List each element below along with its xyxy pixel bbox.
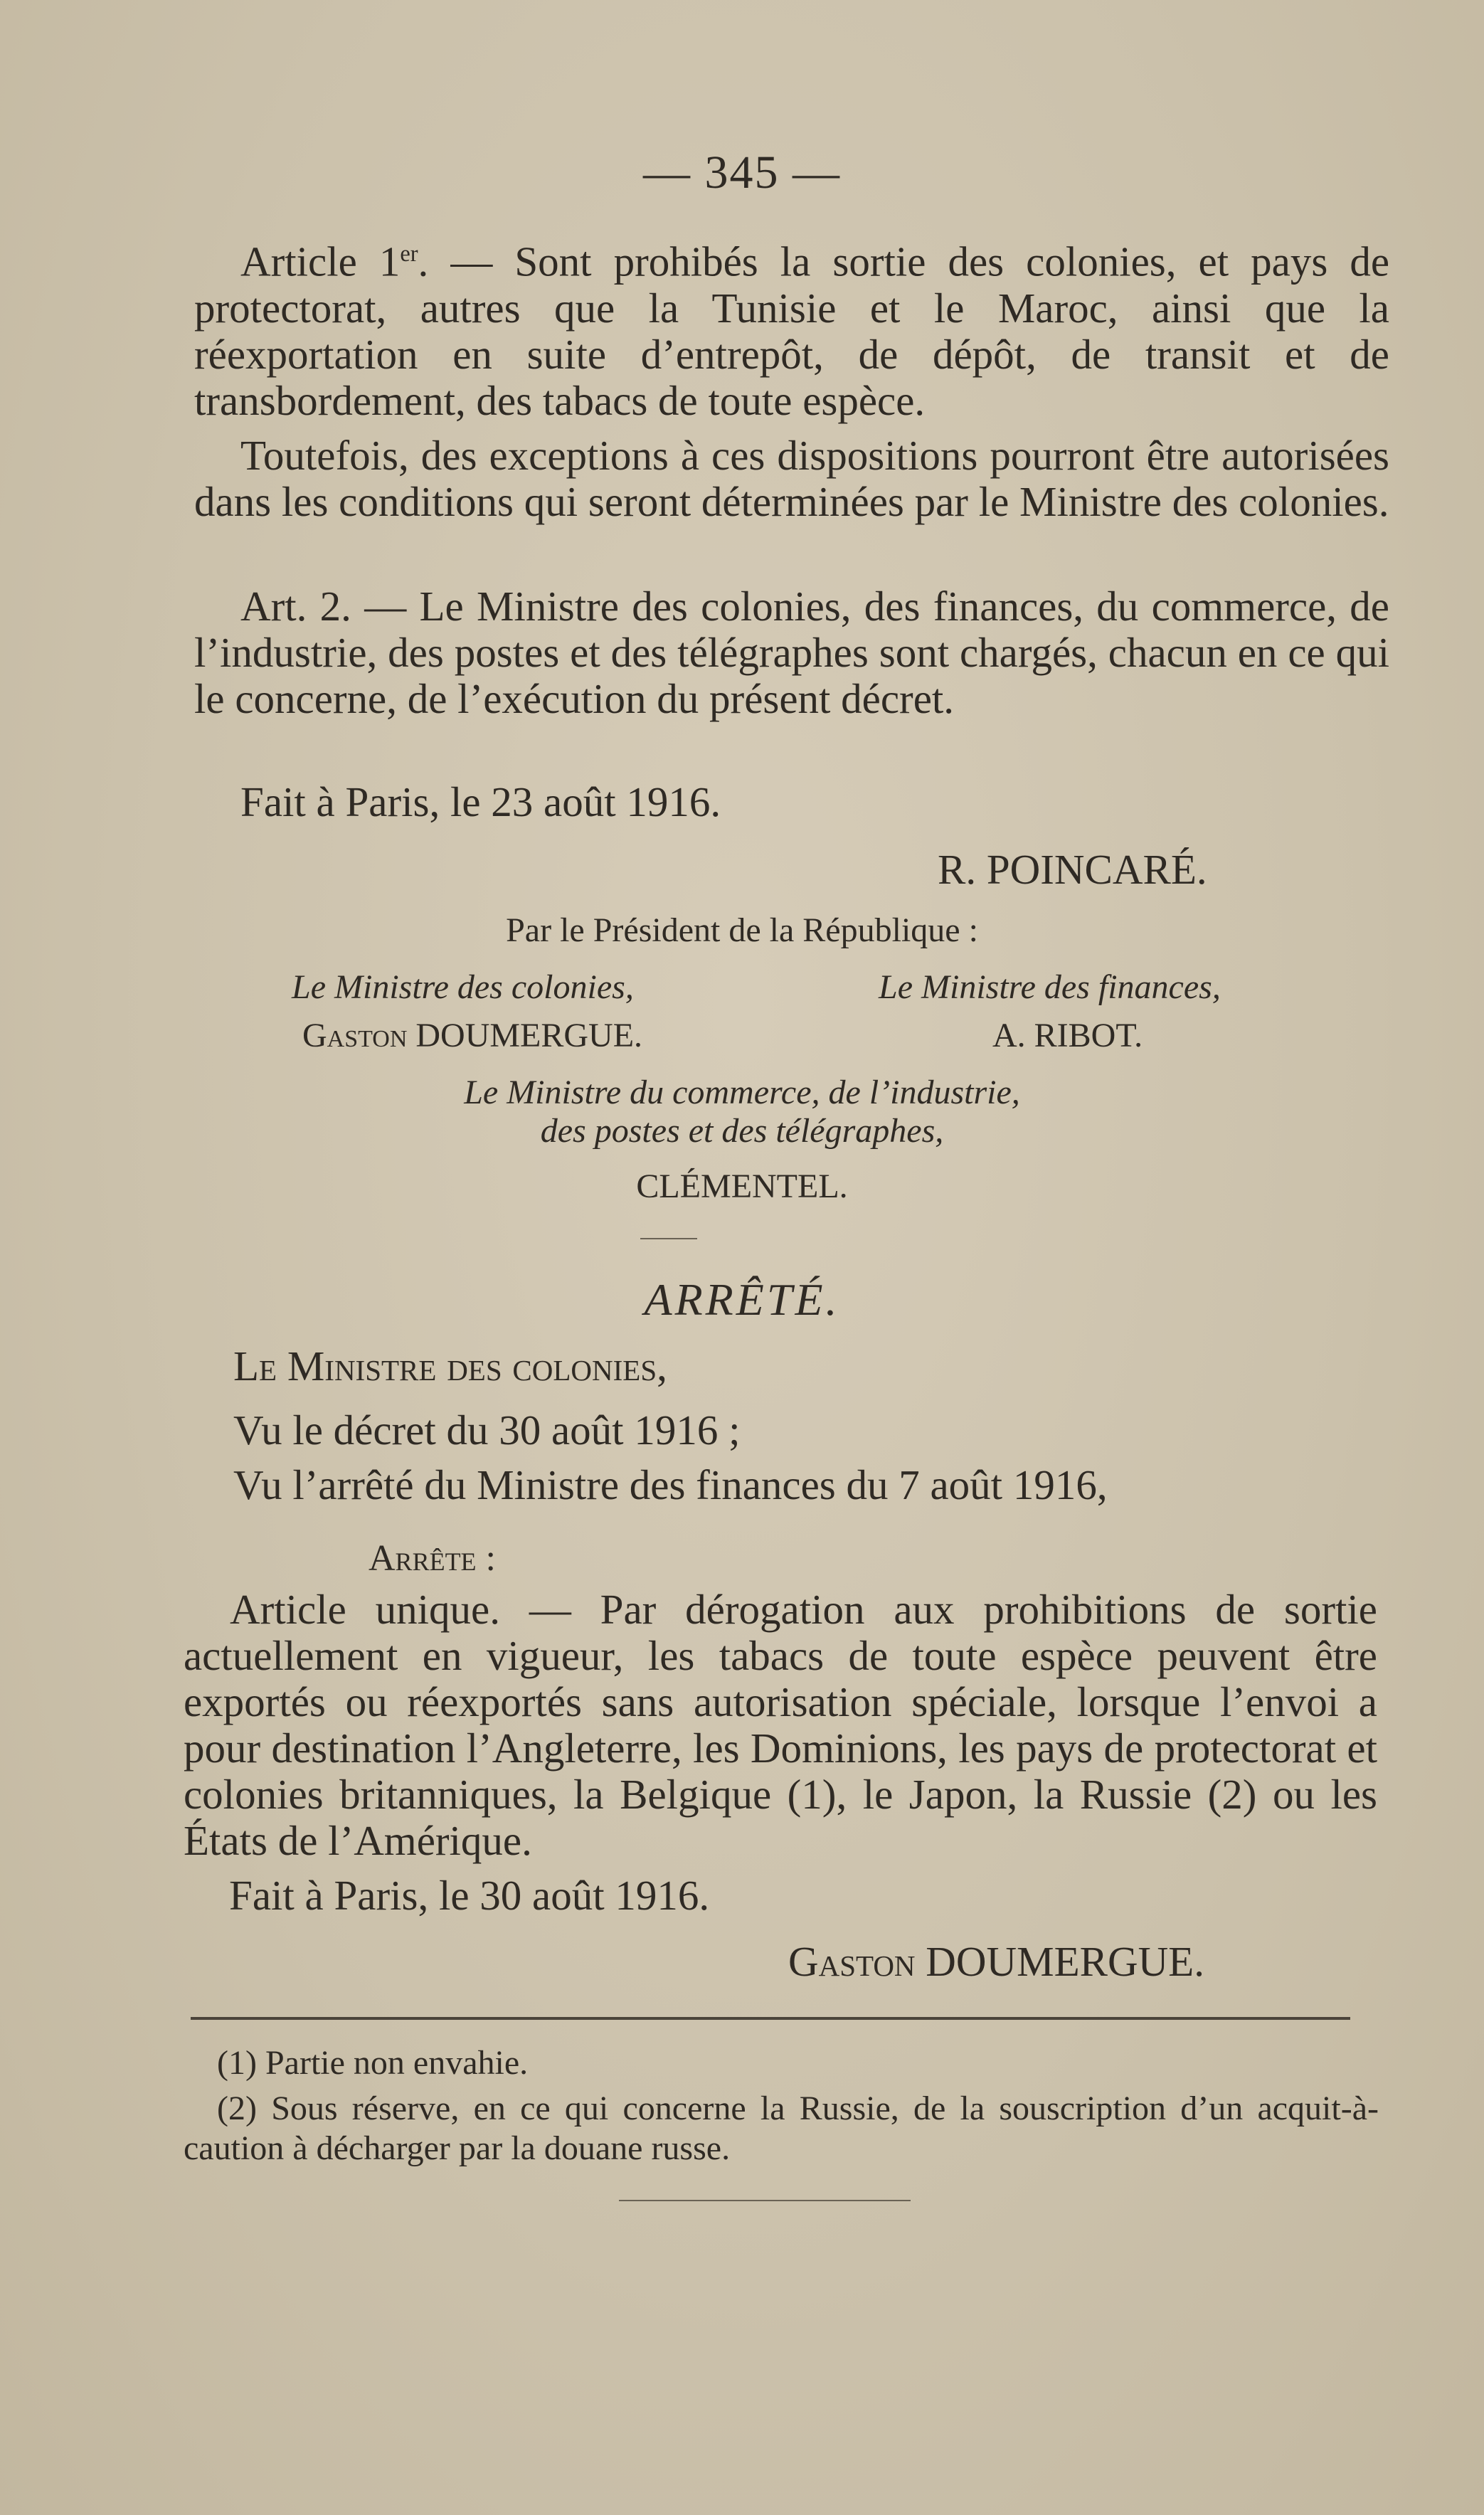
minister-commerce-name: CLÉMENTEL. bbox=[636, 1168, 848, 1205]
footnote-1: (1) Partie non envahie. bbox=[217, 2044, 529, 2082]
arrete-signatory: Gaston DOUMERGUE. bbox=[788, 1938, 1204, 1985]
minister-colonies-title: Le Ministre des colonies, bbox=[292, 968, 634, 1006]
minister-finances-title: Le Ministre des finances, bbox=[879, 968, 1221, 1006]
vu-line-1: Vu le décret du 30 août 1916 ; bbox=[233, 1407, 741, 1454]
footnote-2: (2) Sous réserve, en ce qui concerne la Russie, de la souscription d’un acquit-à-caution à décharger par la douane russe. bbox=[184, 2090, 1379, 2167]
article-unique-text: Article unique. — Par dérogation aux prohibitions de sortie actuellement en vigueur, les tabacs de toute espèce peuvent être exportés ou réexportés sans autorisation spéciale, lorsque l’envoi a pour destination l’Angleterre, les Dominions, les pays de protectorat et colonies britanniques, la Belgique (1), le Japon, la Russie (2) ou les États de l’Amérique. bbox=[184, 1586, 1377, 1864]
article-2-text: Art. 2. — Le Ministre des colonies, des finances, du commerce, de l’industrie, des postes et des télégraphes sont chargés, chacun en ce qui le concerne, de l’exécution du présent décret. bbox=[194, 583, 1389, 722]
article-1-sup: er bbox=[400, 241, 418, 267]
minister-commerce-title-2: des postes et des télégraphes, bbox=[540, 1112, 944, 1150]
exceptions-paragraph bbox=[194, 433, 1389, 525]
article-1-lead: Article 1 bbox=[240, 238, 401, 285]
minister-finances-name: A. RIBOT. bbox=[992, 1017, 1143, 1054]
arrete-heading: ARRÊTÉ. bbox=[644, 1274, 840, 1325]
short-separator bbox=[640, 1238, 697, 1239]
article-unique-paragraph bbox=[184, 1587, 1377, 1864]
by-president-line: Par le Président de la République : bbox=[506, 911, 978, 949]
arrete-date: Fait à Paris, le 30 août 1916. bbox=[229, 1872, 710, 1919]
minister-commerce-title-1: Le Ministre du commerce, de l’industrie, bbox=[464, 1074, 1020, 1111]
page-number: — 345 — bbox=[643, 147, 841, 198]
exceptions-text: Toutefois, des exceptions à ces dispositions pourront être autorisées dans les conditions qui seront déterminées par le Ministre des colonies. bbox=[194, 432, 1389, 525]
arrete-label: Arrête : bbox=[369, 1538, 496, 1579]
end-ornament-rule bbox=[619, 2200, 911, 2201]
decree-signatory: R. POINCARÉ. bbox=[938, 846, 1207, 893]
vu-line-2: Vu l’arrêté du Ministre des finances du 7 août 1916, bbox=[233, 1461, 1108, 1508]
footnote-rule bbox=[191, 2017, 1350, 2020]
arrete-minister: Le Ministre des colonies, bbox=[233, 1343, 667, 1389]
article-1-paragraph bbox=[194, 231, 1389, 424]
article-1-text: . — Sont prohibés la sortie des colonies, et pays de protectorat, autres que la Tunisie et le Maroc, ainsi que la réexportation en suite d’entrepôt, de dépôt, de transit et de transbordement, des tabacs de toute espèce. bbox=[194, 238, 1390, 424]
decree-date: Fait à Paris, le 23 août 1916. bbox=[240, 778, 721, 825]
article-2-paragraph bbox=[194, 583, 1389, 722]
minister-colonies-name: Gaston DOUMERGUE. bbox=[302, 1017, 643, 1054]
